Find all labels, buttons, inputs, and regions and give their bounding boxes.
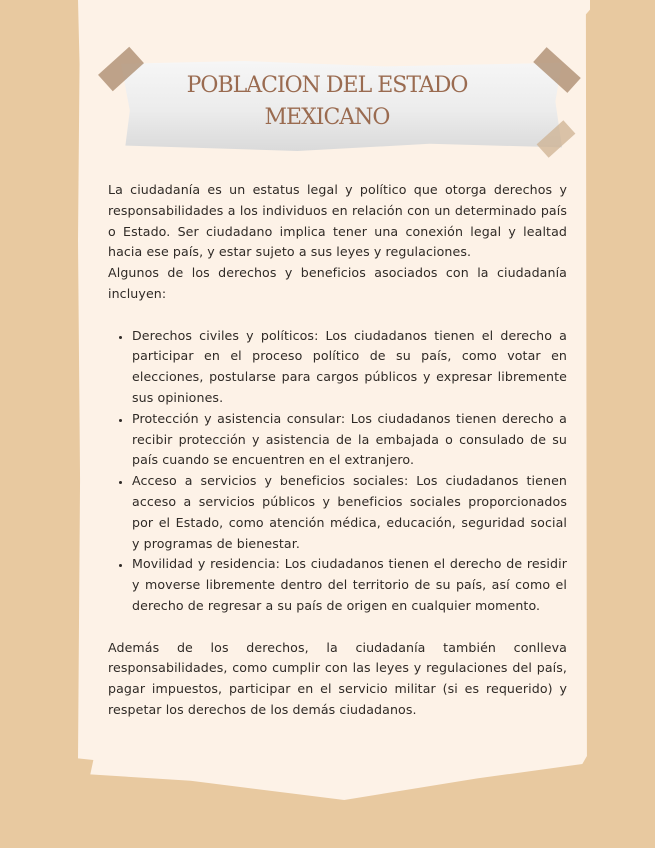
document-body <box>108 180 567 721</box>
list-item: • Movilidad y residencia: Los ciudadanos tienen el derecho de residir y moverse libremente dentro del territorio de su país, así como el derecho de regresar a su país de origen en cualquier momento. <box>132 554 567 616</box>
intro-paragraph-lead-in: Algunos de los derechos y beneficios asociados con la ciudadanía incluyen: <box>108 265 567 301</box>
closing-paragraph: Además de los derechos, la ciudadanía también conlleva responsabilidades, como cumplir con las leyes y regulaciones del país, pagar impuestos, participar en el servicio militar (si es requerido) y respetar los derechos de los demás ciudadanos. <box>108 639 567 717</box>
list-item: • Protección y asistencia consular: Los ciudadanos tienen derecho a recibir protección y asistencia de la embajada o consulado de su país cuando se encuentren en el extranjero. <box>132 409 567 471</box>
list-item: • Derechos civiles y políticos: Los ciudadanos tienen el derecho a participar en el proceso político de su país, como votar en elecciones, postularse para cargos públicos y expresar libremente sus opiniones. <box>132 326 567 409</box>
intro-paragraph: La ciudadanía es un estatus legal y político que otorga derechos y responsabilidades a los individuos en relación con un determinado país o Estado. Ser ciudadano implica tener una conexión legal y lealtad hacia ese país, y estar sujeto a sus leyes y regulaciones. <box>108 182 567 260</box>
benefits-list <box>108 326 567 617</box>
page-title: POBLACION DEL ESTADO MEXICANO <box>186 73 468 130</box>
list-item: • Acceso a servicios y beneficios sociales: Los ciudadanos tienen acceso a servicios públicos y beneficios sociales proporcionados por el Estado, como atención médica, educación, seguridad social y programas de bienestar. <box>132 471 567 554</box>
